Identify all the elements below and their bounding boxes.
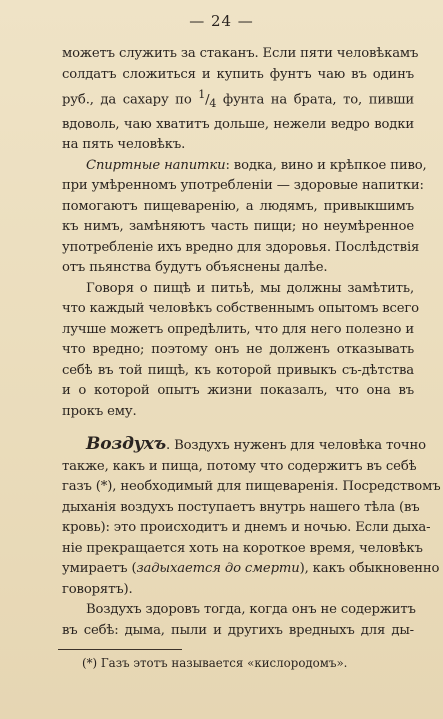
section-gap <box>62 422 414 434</box>
text-line: отъ пьянства будутъ объяснены далѣе. <box>62 260 328 276</box>
footnote: (*) Газъ этотъ называется «кислородомъ». <box>82 656 348 670</box>
text-line: говорятъ). <box>62 581 133 597</box>
text-line: Спиртные напитки: водка, вино и крѣпкое пиво, <box>86 157 427 173</box>
page-body <box>62 44 441 641</box>
text-line: солдатъ сложиться и купить фунтъ чаю въ одинъ <box>62 66 414 82</box>
page-number: — 24 — <box>189 12 254 30</box>
section-heading: Воздухъ <box>86 434 166 455</box>
italic-term: Спиртные напитки <box>86 157 226 173</box>
text-line: себѣ въ той пищѣ, къ которой привыкъ съ-дѣтства <box>62 362 414 378</box>
text-line: помогаютъ пищеваренію, а людямъ, привыкшимъ <box>62 198 414 214</box>
text-line: что каждый человѣкъ собственнымъ опытомъ всего <box>62 301 419 317</box>
text-line: Воздухъ. Воздухъ нуженъ для человѣка точно <box>86 434 426 455</box>
text-line: что вредно; поэтому онъ не долженъ отказывать <box>62 342 414 358</box>
text-line: употребленіе ихъ вредно для здоровья. Послѣдствія <box>62 239 420 255</box>
text-line: при умѣренномъ употребленіи — здоровые напитки: <box>62 178 424 194</box>
text-line: можетъ служить за стаканъ. Если пяти человѣкамъ <box>62 46 419 61</box>
text-line: дыханія воздухъ поступаетъ внутрь нашего тѣла (въ <box>62 499 420 515</box>
text-line: въ себѣ: дыма, пыли и другихъ вредныхъ для ды- <box>62 622 414 638</box>
text-line: умираетъ (задыхается до смерти), какъ обыкновенно <box>62 561 440 577</box>
text-line: Говоря о пищѣ и питьѣ, мы должны замѣтить, <box>86 280 414 296</box>
text-line: къ нимъ, замѣняютъ часть пищи; но неумѣренное <box>62 219 414 235</box>
text-line: на пять человѣкъ. <box>62 137 186 153</box>
text-line: ніе прекращается хоть на короткое время, человѣкъ <box>62 540 423 556</box>
text-line: газъ (*), необходимый для пищеваренія. Посредствомъ <box>62 479 441 495</box>
footnote-rule <box>58 649 182 650</box>
fraction-numerator: 1 <box>198 88 206 101</box>
text-line: вдоволь, чаю хватитъ дольше, нежели ведро водки <box>62 116 414 132</box>
italic-phrase: задыхается до смерти <box>136 561 300 577</box>
text-line: Воздухъ здоровъ тогда, когда онъ не содержитъ <box>86 602 416 618</box>
fraction-denominator: 4 <box>209 97 217 111</box>
text-line: кровь): это происходитъ и днемъ и ночью. Если дыха- <box>62 520 431 536</box>
text-line: также, какъ и пища, потому что содержитъ въ себѣ <box>62 458 417 474</box>
text-line: прокъ ему. <box>62 403 137 419</box>
text-line: руб., да сахару по $^1/_4$ фунта на брата, то, пивши <box>62 88 414 111</box>
text-line: и о которой опытъ жизни показалъ, что она въ <box>62 383 414 399</box>
text-line: лучше можетъ опредѣлить, что для него полезно и <box>62 321 414 337</box>
